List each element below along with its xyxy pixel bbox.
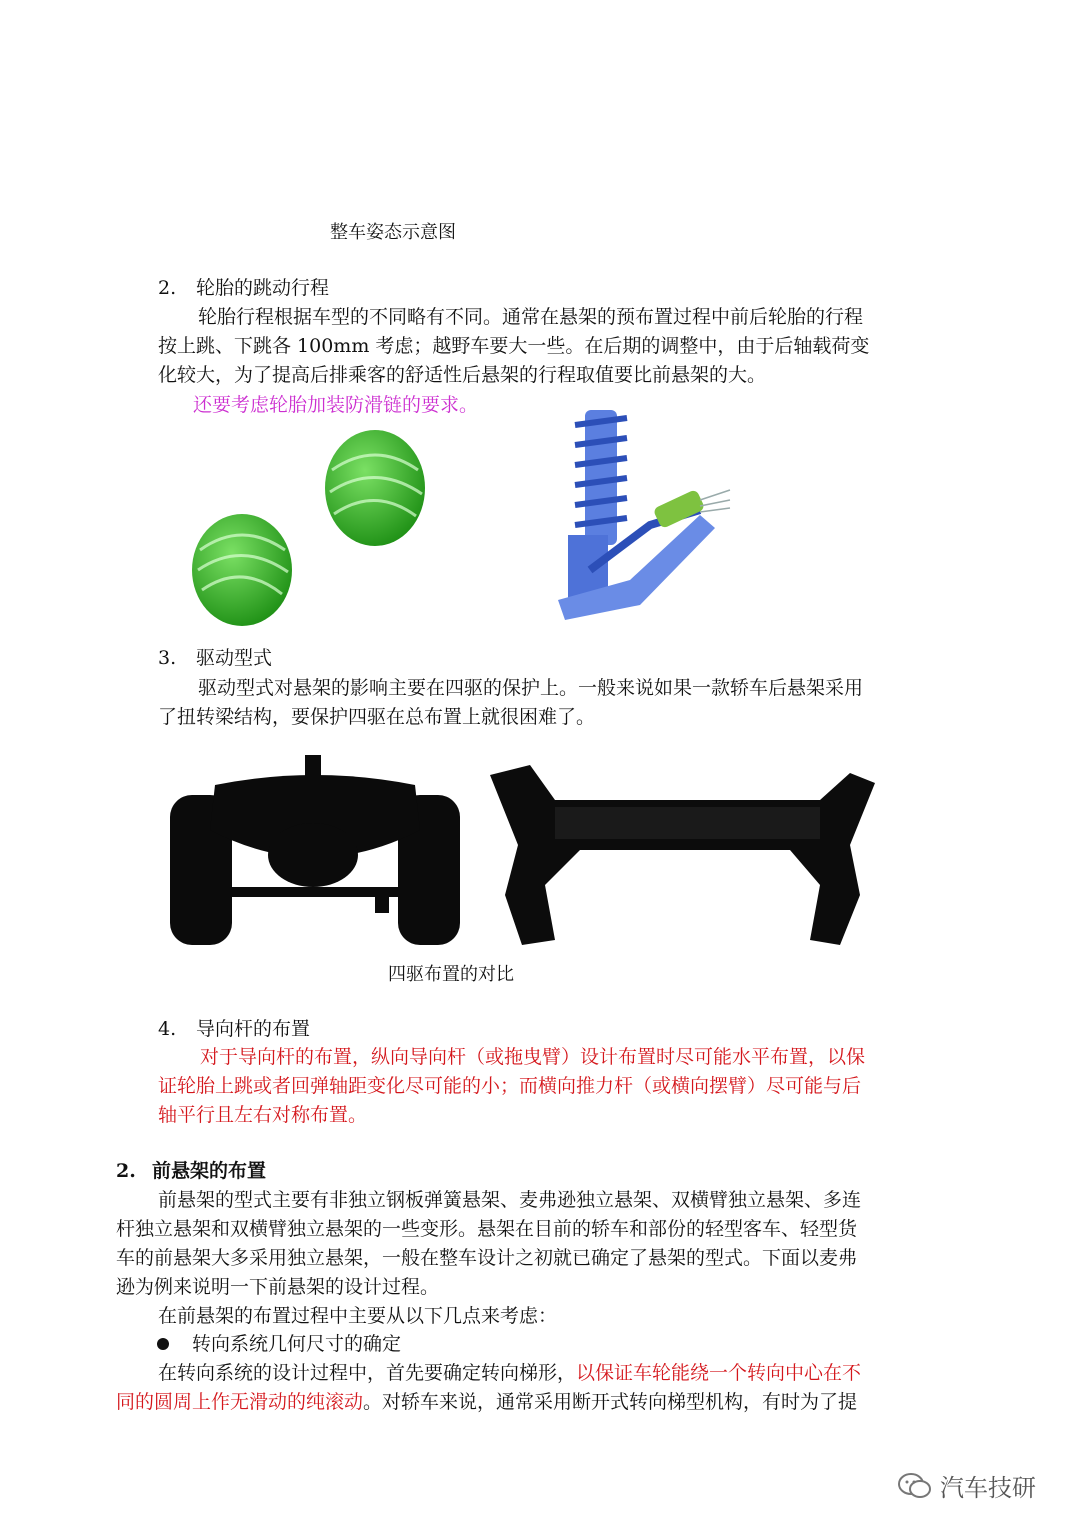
paragraph-line: 化较大，为了提高后排乘客的舒适性后悬架的行程取值要比前悬架的大。 (158, 364, 767, 386)
bump-stop-large (325, 430, 425, 546)
caption-awd-comparison: 四驱布置的对比 (388, 964, 514, 985)
paragraph-line: 杆独立悬架和双横臂独立悬架的一些变形。悬架在目前的轿车和部份的轻型客车、轻型货 (116, 1218, 858, 1240)
section-number: 3. (158, 647, 177, 669)
paragraph-line: 在前悬架的布置过程中主要从以下几点来考虑： (158, 1305, 558, 1327)
paragraph-line: 前悬架的型式主要有非独立钢板弹簧悬架、麦弗逊独立悬架、双横臂独立悬架、多连 (158, 1189, 862, 1211)
section-heading: 前悬架的布置 (152, 1160, 267, 1182)
paragraph-line: 车的前悬架大多采用独立悬架，一般在整车设计之初就已确定了悬架的型式。下面以麦弗 (116, 1247, 858, 1269)
paragraph-segment-red: 同的圆周上作无滑动的纯滚动 (116, 1391, 364, 1413)
section-number: 4. (158, 1018, 177, 1040)
paragraph-segment-red: 以保证车轮能绕一个转向中心在不 (576, 1362, 862, 1384)
bump-stop-small (192, 514, 292, 626)
paragraph-line: 证轮胎上跳或者回弹轴距变化尽可能的小；而横向推力杆（或横向摆臂）尽可能与后 (158, 1075, 862, 1097)
paragraph-line: 驱动型式对悬架的影响主要在四驱的保护上。一般来说如果一款轿车后悬架采用 (198, 677, 864, 699)
section-number: 2. (158, 277, 177, 299)
section-heading: 轮胎的跳动行程 (196, 277, 330, 299)
section-heading: 驱动型式 (196, 647, 273, 669)
paragraph-line: 按上跳、下跳各 100mm 考虑；越野车要大一些。在后期的调整中，由于后轴载荷变 (158, 335, 870, 357)
section-number: 2. (116, 1160, 136, 1182)
note-line: 还要考虑轮胎加装防滑链的要求。 (193, 394, 479, 416)
wechat-icon (898, 1472, 932, 1500)
bullet-icon (157, 1338, 169, 1350)
figure-bump-stops (170, 400, 950, 640)
paragraph-line: 轴平行且左右对称布置。 (158, 1104, 368, 1126)
paragraph-line: 对于导向杆的布置，纵向导向杆（或拖曳臂）设计布置时尽可能水平布置，以保 (200, 1046, 866, 1068)
twist-beam-photo (490, 765, 875, 945)
figure-awd-comparison (160, 755, 880, 955)
paragraph-line: 逊为例来说明一下前悬架的设计过程。 (116, 1276, 440, 1298)
paragraph-line (116, 1388, 857, 1417)
bullet-text: 转向系统几何尺寸的确定 (192, 1333, 402, 1355)
paragraph-segment: 。对轿车来说，通常采用断开式转向梯型机构，有时为了提 (363, 1391, 858, 1413)
footer-watermark (898, 1468, 1036, 1503)
caption-vehicle-posture: 整车姿态示意图 (330, 222, 456, 243)
section-heading: 导向杆的布置 (196, 1018, 311, 1040)
paragraph-segment: 在转向系统的设计过程中，首先要确定转向梯形， (158, 1362, 577, 1384)
awd-rear-axle-photo (170, 755, 460, 945)
paragraph-line: 了扭转梁结构，要保护四驱在总布置上就很困难了。 (158, 706, 596, 728)
paragraph-line: 轮胎行程根据车型的不同略有不同。通常在悬架的预布置过程中前后轮胎的行程 (198, 306, 864, 328)
paragraph-line (158, 1359, 861, 1388)
strut-suspension (558, 410, 730, 620)
footer-logo-text: 汽车技研 (940, 1474, 1036, 1502)
